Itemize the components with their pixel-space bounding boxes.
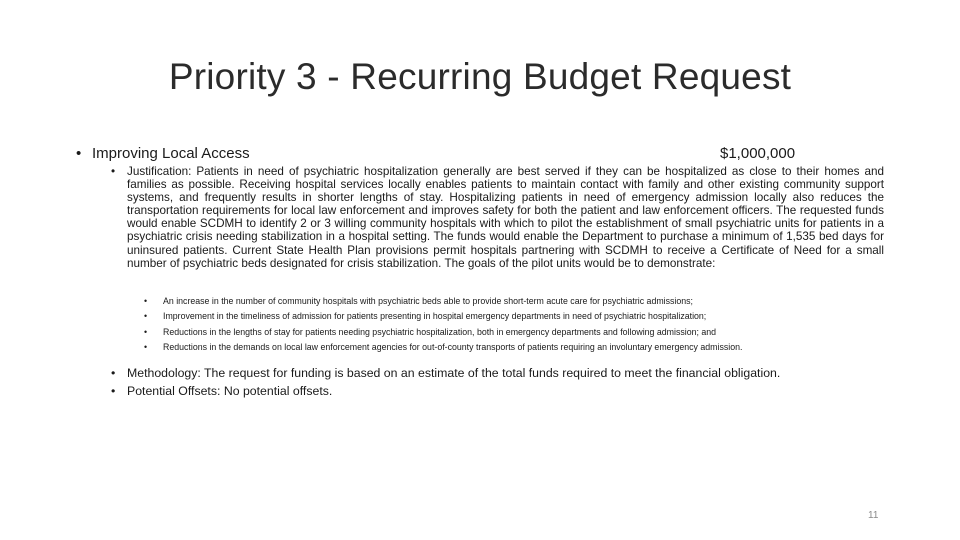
goal-text: An increase in the number of community hospitals with psychiatric beds able to provide short-term acute care for psychiatric admissions; [163,296,694,306]
page-number: 11 [868,510,879,521]
main-item-label: Improving Local Access [92,145,250,162]
offsets-item [111,384,897,398]
bullet-icon: • [111,384,116,398]
methodology-item [111,366,897,380]
goal-item [144,342,884,353]
goal-item [144,311,884,322]
bullet-icon: • [144,342,148,353]
goal-item [144,296,884,306]
goal-text: Reductions in the demands on local law enforcement agencies for out-of-county transports of patients requiring an involuntary emergency admission. [163,342,743,353]
bullet-icon: • [111,366,116,380]
goal-text: Improvement in the timeliness of admission for patients presenting in hospital emergency departments in need of psychiatric hospitalization; [163,311,707,322]
justification-text: Justification: Patients in need of psychiatric hospitalization generally are best served if they can be hospitalized as close to their homes and families as possible. Receiving hospital services locally enables patients to maintain contact with family and other existing community support systems, and frequently results in shorter lengths of stay. Hospitalizing patients in need of emergency admission locally also reduces the transportation requirements for local law enforcement and improves safety for both the patient and law enforcement officers. The requested funds would enable SCDMH to identify 2 or 3 willing community hospitals with which to pilot the establishment of small psychiatric units for patients in a psychiatric crisis needing stabilization in a hospital setting. The funds would enable the Department to purchase a minimum of 1,535 bed days for uninsured patients. Current State Health Plan provisions permit hospitals partnering with SCDMH to receive a Certificate of Need for a small number of psychiatric beds designated for crisis stabilization. The goals of the pilot units would be to demonstrate: [127,165,884,270]
bullet-icon: • [76,145,82,162]
slide-title: Priority 3 - Recurring Budget Request [168,56,792,97]
main-item [76,145,812,162]
goals-list [144,296,884,358]
methodology-text: Methodology: The request for funding is based on an estimate of the total funds required to meet the financial obligation. [127,366,781,380]
justification-item [111,165,884,270]
bullet-icon: • [144,296,148,306]
goal-item [144,326,884,337]
bullet-icon: • [144,311,148,322]
offsets-text: Potential Offsets: No potential offsets. [127,384,333,398]
bullet-icon: • [111,165,116,178]
main-item-amount: $1,000,000 [720,145,796,162]
bullet-icon: • [144,326,148,337]
goal-text: Reductions in the lengths of stay for patients needing psychiatric hospitalization, both in emergency departments and following admission; and [163,326,717,337]
